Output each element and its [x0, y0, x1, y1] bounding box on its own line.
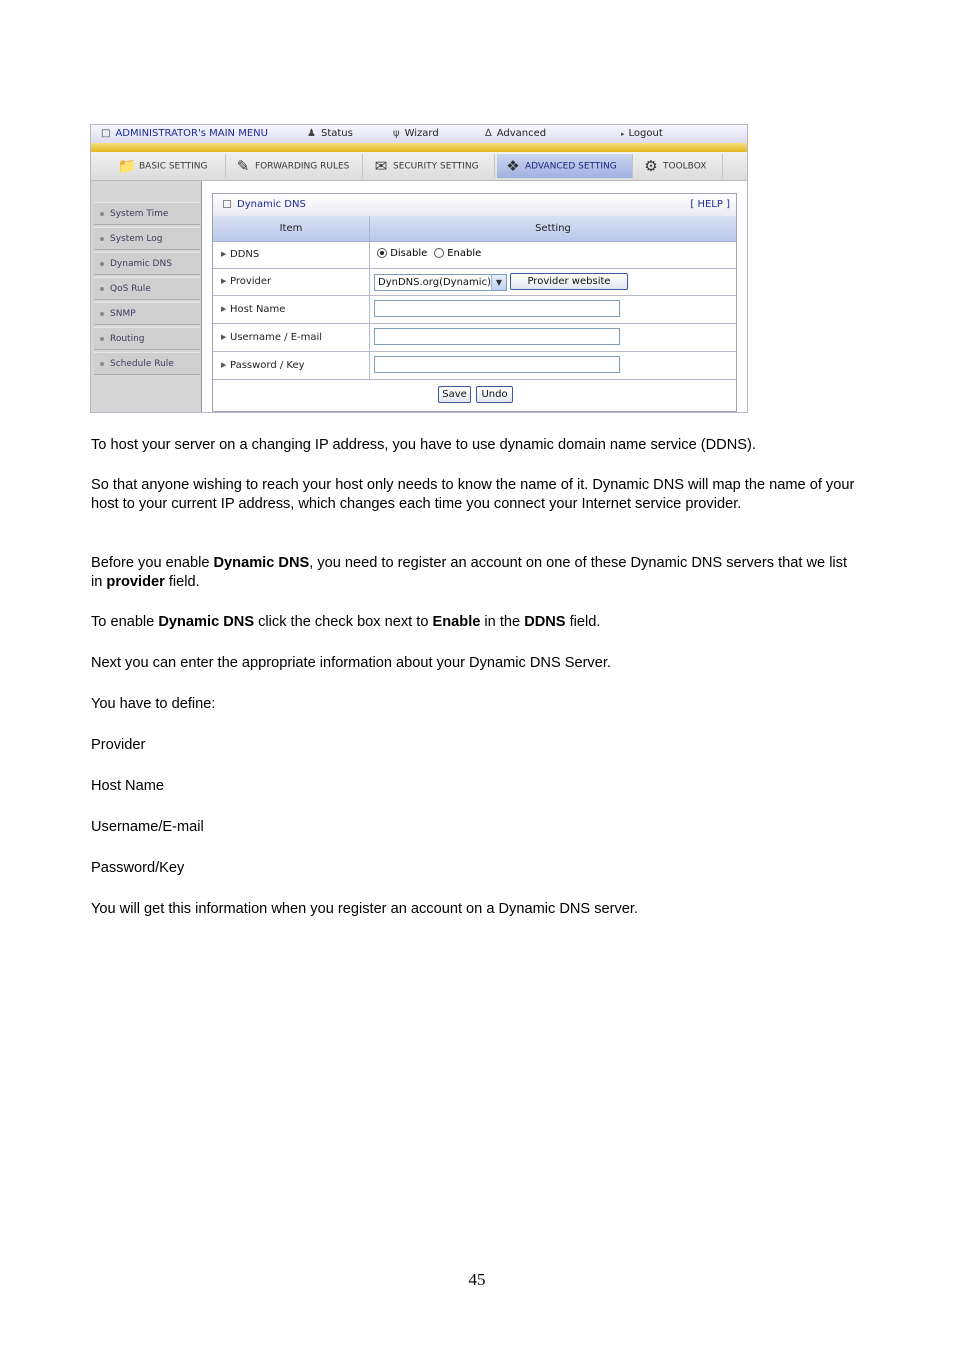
tab-basic-setting[interactable]: 📁 BASIC SETTING [111, 154, 226, 178]
sidebar-item-schedule-rule[interactable]: Schedule Rule [94, 352, 200, 375]
sidebar-item-snmp[interactable]: SNMP [94, 302, 200, 325]
tab-forwarding-rules[interactable]: ✎ FORWARDING RULES [227, 154, 363, 178]
arrow-right-icon: ▶ [221, 277, 227, 285]
accent-bar [91, 143, 747, 152]
folder-icon: 📁 [117, 157, 137, 175]
chevron-down-icon[interactable]: ▼ [491, 275, 506, 290]
bullet-icon [100, 212, 104, 216]
tab-security-setting[interactable]: ✉ SECURITY SETTING [365, 154, 495, 178]
provider-label: Provider [230, 276, 272, 287]
wizard-link[interactable]: ψ Wizard [393, 128, 439, 139]
status-link[interactable]: ♟ Status [307, 128, 353, 139]
sidebar [91, 181, 202, 412]
router-ui-screenshot [90, 124, 748, 413]
provider-website-button[interactable]: Provider website [510, 273, 628, 290]
panel-box-icon [223, 200, 231, 208]
advanced-setting-icon: ❖ [506, 157, 520, 175]
column-header-setting: Setting [370, 216, 736, 242]
password-input[interactable] [374, 356, 620, 373]
item-host-name: Host Name [91, 778, 164, 794]
paragraph-define: You have to define: [91, 696, 216, 712]
ddns-enable-radio[interactable]: Enable [434, 248, 481, 259]
ddns-label: DDNS [230, 249, 260, 260]
sidebar-item-system-log[interactable]: System Log [94, 227, 200, 250]
arrow-right-icon: ▸ [621, 130, 625, 138]
sidebar-item-qos-rule[interactable]: QoS Rule [94, 277, 200, 300]
undo-button[interactable]: Undo [476, 386, 513, 403]
paragraph-next: Next you can enter the appropriate information about your Dynamic DNS Server. [91, 655, 611, 671]
row-provider [213, 269, 736, 296]
password-label: Password / Key [230, 360, 305, 371]
sidebar-item-system-time[interactable]: System Time [94, 202, 200, 225]
username-label: Username / E-mail [230, 332, 323, 343]
host-name-input[interactable] [374, 300, 620, 317]
help-link[interactable]: [ HELP ] [690, 199, 730, 210]
arrow-right-icon: ▶ [221, 361, 227, 369]
paragraph-register: Before you enable Dynamic DNS, you need to register an account on one of these Dynamic DNS servers that we list in provider field. [91, 555, 848, 590]
tab-toolbox[interactable]: ⚙ TOOLBOX [635, 154, 723, 178]
arrow-right-icon: ▶ [221, 250, 227, 258]
arrow-right-icon: ▶ [221, 333, 227, 341]
panel-header [213, 194, 736, 217]
dynamic-dns-panel [212, 193, 737, 412]
sidebar-item-routing[interactable]: Routing [94, 327, 200, 350]
column-header-item: Item [213, 216, 370, 242]
bullet-icon [100, 362, 104, 366]
radio-unchecked-icon [434, 248, 444, 258]
page-number: 45 [468, 1270, 486, 1289]
item-provider: Provider [91, 737, 146, 753]
wizard-icon: ψ [393, 128, 400, 139]
advanced-icon: ∆ [485, 128, 492, 139]
row-password [213, 352, 736, 380]
username-input[interactable] [374, 328, 620, 345]
tab-bar [91, 152, 747, 181]
toolbox-icon: ⚙ [644, 157, 658, 175]
main-menu-link[interactable]: □ ADMINISTRATOR's MAIN MENU [101, 128, 268, 139]
paragraph-enable: To enable Dynamic DNS click the check box next to Enable in the DDNS field. [91, 614, 601, 630]
row-ddns [213, 242, 736, 269]
bullet-icon [100, 237, 104, 241]
panel-title: Dynamic DNS [237, 199, 306, 210]
arrow-right-icon: ▶ [221, 305, 227, 313]
bullet-icon [100, 262, 104, 266]
bullet-icon [100, 287, 104, 291]
ddns-disable-radio[interactable]: Disable [377, 248, 427, 259]
bullet-icon [100, 312, 104, 316]
save-button[interactable]: Save [438, 386, 471, 403]
top-menu [91, 125, 747, 144]
sidebar-item-dynamic-dns[interactable]: Dynamic DNS [94, 252, 200, 275]
bullet-icon [100, 337, 104, 341]
host-name-label: Host Name [230, 304, 286, 315]
status-icon: ♟ [307, 128, 316, 139]
paragraph-explanation: So that anyone wishing to reach your host only needs to know the name of it. Dynamic DNS will map the name of your host to your current IP address, which changes each time you connect your Internet service provider. [91, 477, 855, 512]
provider-select[interactable]: DynDNS.org(Dynamic) ▼ [374, 274, 507, 291]
tab-advanced-setting[interactable]: ❖ ADVANCED SETTING [497, 154, 633, 178]
paragraph-closing: You will get this information when you register an account on a Dynamic DNS server. [91, 901, 638, 917]
logout-link[interactable]: ▸ Logout [621, 128, 663, 139]
item-username: Username/E-mail [91, 819, 204, 835]
item-password: Password/Key [91, 860, 185, 876]
security-icon: ✉ [374, 157, 388, 175]
advanced-link[interactable]: ∆ Advanced [485, 128, 547, 139]
menu-box-icon: □ [101, 128, 111, 139]
radio-checked-icon [377, 248, 387, 258]
paragraph-intro: To host your server on a changing IP address, you have to use dynamic domain name service (DDNS). [91, 437, 756, 453]
row-username [213, 324, 736, 352]
row-host-name [213, 296, 736, 324]
forwarding-icon: ✎ [236, 157, 250, 175]
